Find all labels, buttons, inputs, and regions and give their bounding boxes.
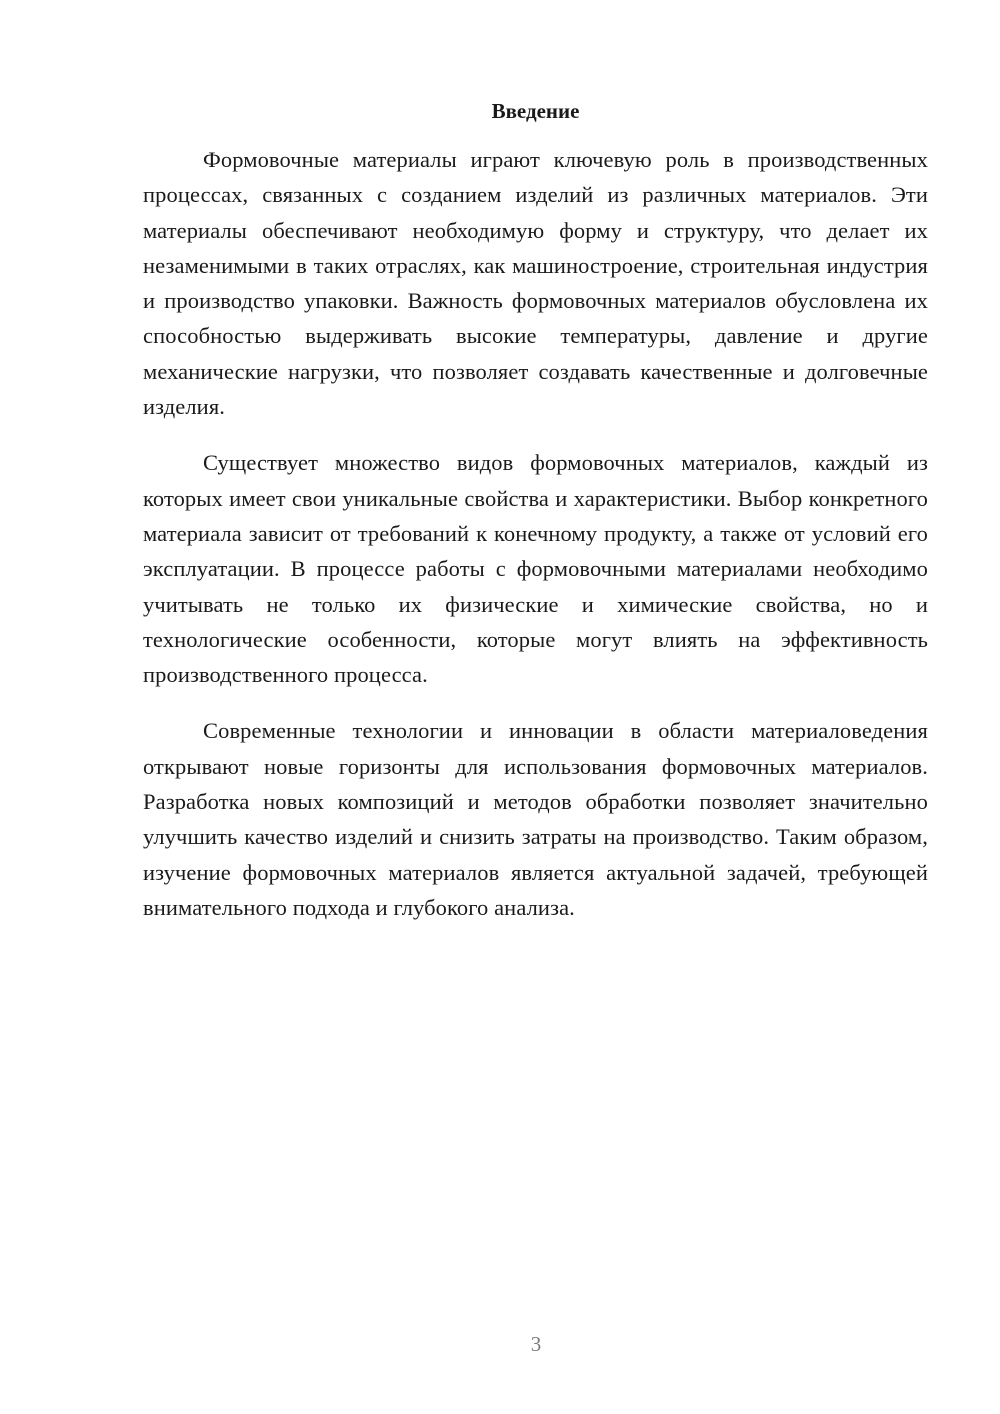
paragraph-3: Современные технологии и инновации в области материаловедения открывают новые горизонты для использования формовочных материалов. Разработка новых композиций и методов обработки позволяет значительно улучшить качество изделий и снизить затраты на производство. Таким образом, изучение формовочных материалов является актуальной задачей, требующей внимательного подхода и глубокого анализа. bbox=[143, 718, 928, 920]
paragraph-1: Формовочные материалы играют ключевую роль в производственных процессах, связанных с созданием изделий из различных материалов. Эти материалы обеспечивают необходимую форму и структуру, что делает их незаменимыми в таких отраслях, как машиностроение, строительная индустрия и производство упаковки. Важность формовочных материалов обусловлена их способностью выдерживать высокие температуры, давление и другие механические нагрузки, что позволяет создавать качественные и долговечные изделия. bbox=[143, 147, 928, 420]
section-heading: Введение bbox=[491, 99, 580, 123]
page-number: 3 bbox=[530, 1332, 542, 1356]
paragraph-2: Существует множество видов формовочных материалов, каждый из которых имеет свои уникальные свойства и характеристики. Выбор конкретного материала зависит от требований к конечному продукту, а также от условий его эксплуатации. В процессе работы с формовочными материалами необходимо учитывать не только их физические и химические свойства, но и технологические особенности, которые могут влиять на эффективность производственного процесса. bbox=[143, 450, 928, 688]
body-text bbox=[143, 142, 928, 946]
